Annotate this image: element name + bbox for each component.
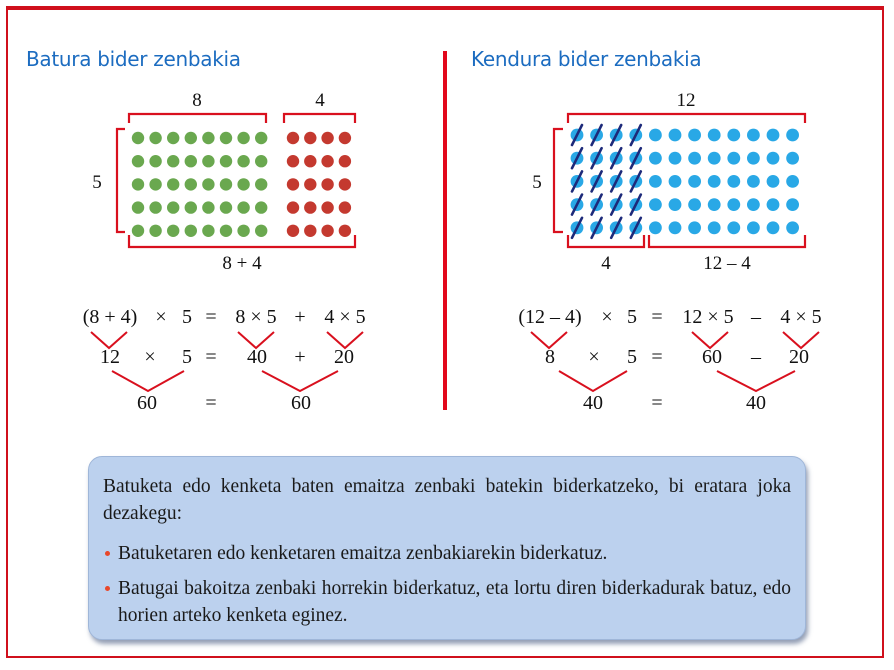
brackets — [117, 114, 805, 247]
info-intro: Batuketa edo kenketa baten emaitza zenbaki batekin biderkatzeko, bi eratara joka dezakegu: — [103, 476, 791, 524]
eq-term: 20 — [334, 346, 354, 368]
left-section-title: Batura bider zenbakia — [26, 47, 241, 71]
label-bottom-4: 4 — [601, 253, 611, 274]
info-bullet-text: Batugai bakoitza zenbaki horrekin biderkatuz, eta lortu diren biderkadurak batuz, edo horien arteko kenketa eginez. — [118, 578, 791, 626]
eq-equals: = — [651, 392, 663, 414]
eq-term: 5 — [627, 306, 637, 328]
eq-operator: × — [155, 306, 167, 328]
info-box — [88, 456, 806, 640]
eq-operator: × — [601, 306, 613, 328]
eq-term: 5 — [182, 346, 192, 368]
eq-term: 4 × 5 — [324, 306, 366, 328]
eq-equals: = — [651, 346, 663, 368]
info-bullet-1 — [103, 540, 791, 567]
eq-term: 40 — [247, 346, 267, 368]
label-top-8: 8 — [192, 90, 202, 111]
eq-term: 8 — [545, 346, 555, 368]
right-section-title: Kendura bider zenbakia — [471, 47, 702, 71]
eq-term: (12 – 4) — [518, 306, 582, 328]
eq-term: 8 × 5 — [235, 306, 277, 328]
eq-result: 40 — [583, 392, 603, 414]
eq-operator: + — [294, 306, 306, 328]
eq-term: 12 × 5 — [682, 306, 734, 328]
left-dot-grid — [132, 132, 351, 237]
eq-operator: – — [751, 306, 761, 328]
eq-operator: – — [751, 346, 761, 368]
info-bullet-text: Batuketaren edo kenketaren emaitza zenbakiarekin biderkatuz. — [118, 543, 608, 564]
eq-term: 20 — [789, 346, 809, 368]
right-dot-grid — [571, 125, 799, 238]
eq-term: 4 × 5 — [780, 306, 822, 328]
eq-term: 5 — [182, 306, 192, 328]
eq-term: 60 — [702, 346, 722, 368]
label-side-5: 5 — [92, 172, 102, 193]
eq-operator: × — [144, 346, 156, 368]
eq-operator: × — [588, 346, 600, 368]
label-bottom-difference: 12 – 4 — [703, 253, 751, 274]
eq-result: 60 — [291, 392, 311, 414]
bullet-dot-icon — [105, 586, 110, 591]
eq-equals: = — [205, 306, 217, 328]
eq-term: (8 + 4) — [82, 306, 138, 328]
label-top-12: 12 — [676, 90, 696, 111]
bullet-dot-icon — [105, 551, 110, 556]
info-bullet-2 — [103, 575, 791, 629]
eq-result: 60 — [137, 392, 157, 414]
eq-result: 40 — [746, 392, 766, 414]
label-side-5: 5 — [532, 172, 542, 193]
eq-equals: = — [205, 346, 217, 368]
eq-term: 12 — [100, 346, 120, 368]
eq-equals: = — [651, 306, 663, 328]
eq-operator: + — [294, 346, 306, 368]
eq-term: 5 — [627, 346, 637, 368]
label-bottom-sum: 8 + 4 — [222, 253, 262, 274]
label-top-4: 4 — [315, 90, 325, 111]
eq-equals: = — [205, 392, 217, 414]
